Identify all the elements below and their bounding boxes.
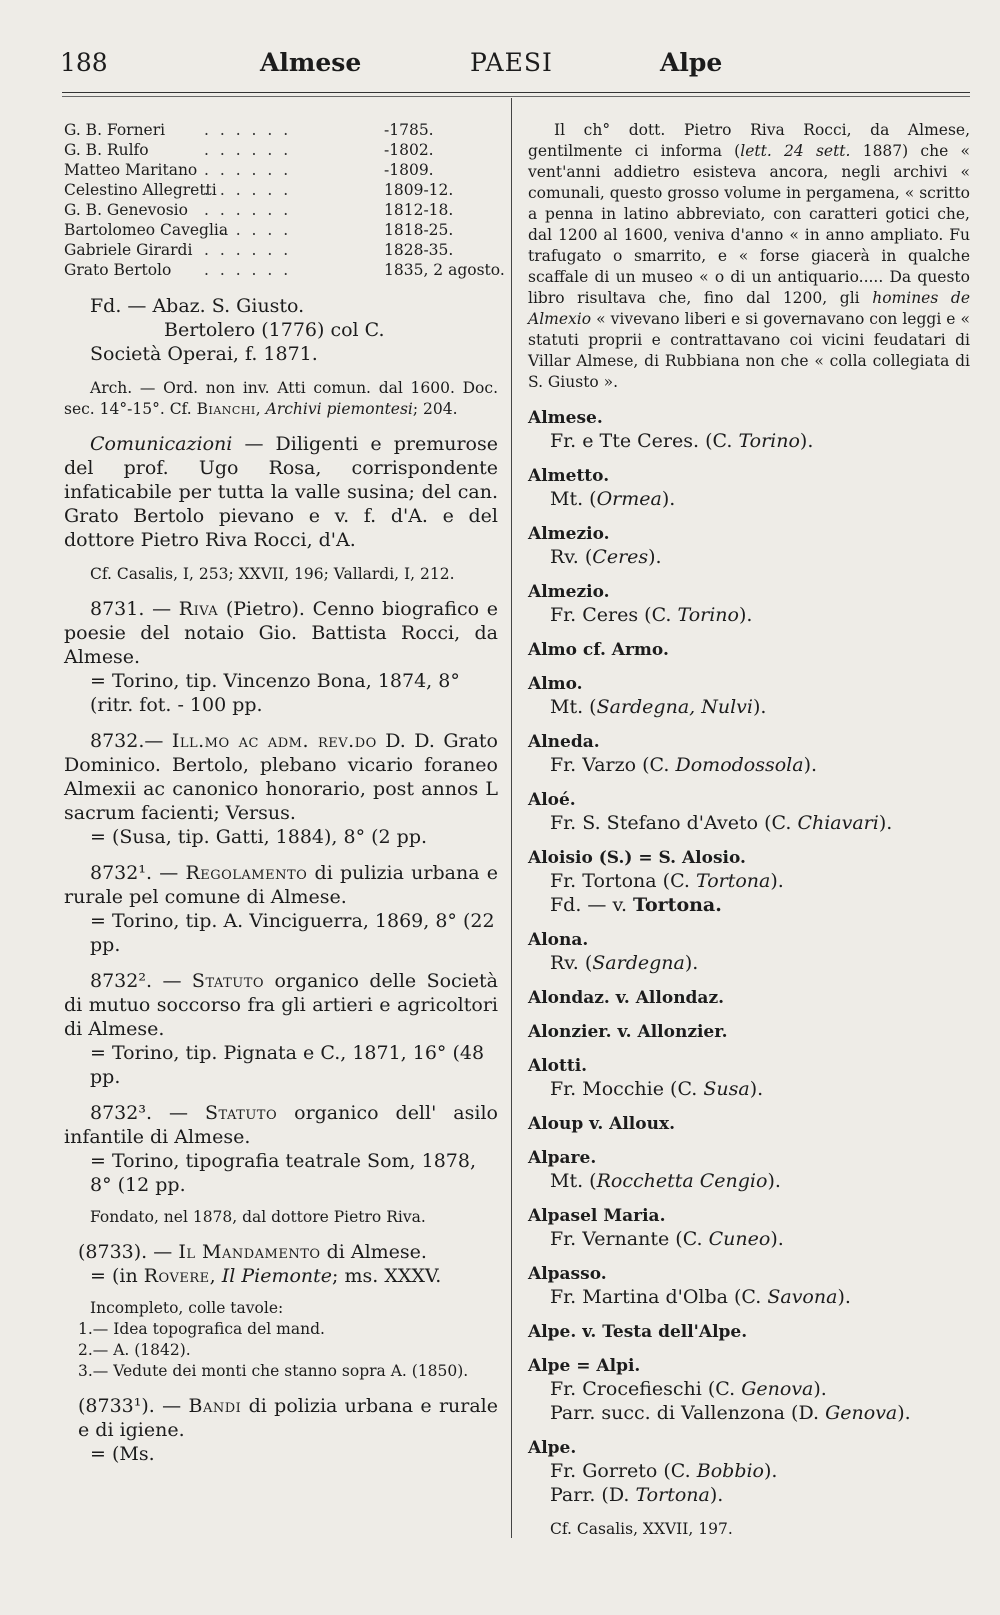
ruler-name: G. B. Genevosio (64, 201, 188, 219)
detail-ref: Tortona. (633, 894, 722, 916)
detail-text: Fr. Martina d'Olba (C. (550, 1286, 768, 1308)
detail-end: ). (878, 812, 893, 834)
right-column (528, 120, 970, 1540)
plates-list (64, 1319, 498, 1382)
detail-end: ). (803, 754, 818, 776)
place-detail (528, 893, 970, 917)
ruler-row (64, 120, 498, 140)
ruler-years: 1812-18. (384, 201, 454, 219)
entry-8733: (8733). — Il Mandamento di Almese. = (in Rovere, Il Piemonte; ms. XXXV. Incompleto, colle tavole: 1.— Idea topografica del mand. 2.— A. (1842). 3.— Vedute dei monti che stanno sopra A. (1850). (64, 1240, 498, 1382)
place-name: Alpe. (528, 1438, 577, 1458)
ruler-row (64, 180, 498, 200)
dot-leader: . . . . . . (204, 161, 292, 179)
detail-text: Fr. Ceres (C. (550, 604, 678, 626)
ruler-years: 1835, 2 agosto. (384, 261, 505, 279)
detail-end: ). (764, 1460, 778, 1482)
detail-place: Sardegna (592, 952, 685, 974)
entry-87322: 8732². — Statuto organico delle Società di mutuo soccorso fra gli artieri e agricoltori di Almese. = Torino, tip. Pignata e C., 1871, 16° (48 pp. (64, 970, 498, 1088)
detail-place: Tortona (635, 1484, 710, 1506)
gazetteer-entry (528, 581, 970, 627)
place-name: Alpasso. (528, 1264, 607, 1284)
right-running-head: Alpe (660, 48, 723, 77)
place-name: Alondaz. v. Allondaz. (528, 988, 725, 1008)
place-detail (528, 429, 970, 453)
gazetteer-entry (528, 1355, 970, 1425)
gazetteer-entry (528, 847, 970, 917)
left-running-head: Almese (260, 48, 362, 77)
detail-text: Rv. ( (550, 546, 593, 568)
fd-line: Fd. — Abaz. S. Giusto. (90, 295, 305, 317)
gazetteer-entry (528, 1147, 970, 1193)
gazetteer-entry (528, 673, 970, 719)
detail-place: Savona (767, 1286, 838, 1308)
place-name: Almezio. (528, 582, 610, 602)
place-name: Almo. (528, 674, 583, 694)
gazetteer-entry (528, 789, 970, 835)
place-detail (528, 1459, 970, 1483)
ruler-row (64, 260, 505, 280)
running-header (60, 48, 970, 88)
gazetteer-entry (528, 987, 970, 1009)
detail-end: ). (813, 1378, 827, 1400)
gazetteer-entry (528, 639, 970, 661)
detail-text: Fr. Mocchie (C. (550, 1078, 704, 1100)
place-name: Aloup v. Alloux. (528, 1114, 676, 1134)
detail-place: Ormea (596, 488, 662, 510)
place-detail (528, 487, 970, 511)
place-name: Alotti. (528, 1056, 588, 1076)
rulers-list (64, 120, 505, 280)
page-number: 188 (60, 48, 108, 77)
archive-note: Arch. — Ord. non inv. Atti comun. dal 1600. Doc. sec. 14°-15°. Cf. Bianchi, Archivi piemontesi; 204. (64, 379, 498, 418)
place-name: Alonzier. v. Allonzier. (528, 1022, 728, 1042)
detail-end: ). (749, 1078, 764, 1100)
detail-text: Fr. Gorreto (C. (550, 1460, 697, 1482)
place-detail (528, 1169, 970, 1193)
ruler-row (64, 160, 498, 180)
dot-leader: . . . . . . (204, 121, 292, 139)
detail-text: Fr. e Tte Ceres. (C. (550, 430, 739, 452)
ruler-row (64, 140, 498, 160)
place-detail (528, 603, 970, 627)
detail-text: Fr. Varzo (C. (550, 754, 676, 776)
fd-line: Bertolero (1776) col C. (164, 319, 385, 341)
detail-text: Fr. Tortona (C. (550, 870, 697, 892)
place-detail (528, 1377, 970, 1401)
place-name: Alona. (528, 930, 589, 950)
place-detail (528, 869, 970, 893)
gazetteer-entries (528, 407, 970, 1507)
gazetteer-entry (528, 1321, 970, 1343)
entry-87323: 8732³. — Statuto organico dell' asilo infantile di Almese. = Torino, tipografia teatrale Som, 1878, 8° (12 pp. Fondato, nel 1878, dal dottore Pietro Riva. (64, 1102, 498, 1226)
dot-leader: . . . . . . (204, 201, 292, 219)
entry-8732: 8732.— Ill.mo ac adm. rev.do D. D. Grato Dominico. Bertolo, plebano vicario foraneo Almexii ac canonico honorario, post annos L sacrum facienti; Versus. = (Susa, tip. Gatti, 1884), 8° (2 pp. (64, 730, 498, 848)
cf-reference: Cf. Casalis, XXVII, 197. (550, 1520, 733, 1538)
gazetteer-entry (528, 407, 970, 453)
place-detail (528, 1285, 970, 1309)
dot-leader: . . . . . . (204, 181, 292, 199)
detail-end: ). (752, 696, 767, 718)
dot-leader: . . . . . . (204, 141, 292, 159)
ruler-years: -1809. (384, 161, 434, 179)
place-detail (528, 1401, 970, 1425)
detail-end: ). (684, 952, 699, 974)
entry-87321: 8732¹. — Regolamento di pulizia urbana e rurale pel comune di Almese. = Torino, tip. A. Vinciguerra, 1869, 8° (22 pp. (64, 862, 498, 956)
detail-place: Rocchetta Cengio (596, 1170, 768, 1192)
detail-end: ). (799, 430, 814, 452)
detail-text: Mt. ( (550, 1170, 597, 1192)
detail-text: Fr. Vernante (C. (550, 1228, 709, 1250)
ruler-name: Bartolomeo Caveglia (64, 221, 229, 239)
detail-text: Mt. ( (550, 696, 597, 718)
detail-text: Parr. (D. (550, 1484, 636, 1506)
place-name: Almetto. (528, 466, 610, 486)
entry-87331: (8733¹). — Bandi di polizia urbana e rurale e di igiene. = (Ms. (78, 1395, 498, 1465)
archive-quote: Il ch° dott. Pietro Riva Rocci, da Almese, gentilmente ci informa (lett. 24 sett. 1887) che « vent'anni addietro esisteva ancora, negli archivi « comunali, questo grosso volume in pergamena, « scritto a penna in latino abbreviato, con caratteri gotici che, dal 1200 al 1600, veniva d'anno « in anno ampliato. Fu trafugato o smarrito, e « forse giacerà in qualche scaffale di un museo « o di un antiquario..... Da questo libro risultava che, fino dal 1200, gli homines de Almexio « vivevano liberi e si governavano con leggi e « statuti proprii e contrattavano coi vicini feudatari di Villar Almese, di Rubbiana non che « colla collegiata di S. Giusto ». (528, 121, 970, 391)
ruler-name: Celestino Allegretti (64, 181, 217, 199)
detail-text: Mt. ( (550, 488, 597, 510)
place-name: Aloé. (528, 790, 576, 810)
ruler-years: 1828-35. (384, 241, 454, 259)
plate-item: 3.— Vedute dei monti che stanno sopra A. (1850). (78, 1362, 469, 1380)
ruler-row (64, 200, 498, 220)
section-title: PAESI (470, 48, 553, 77)
ruler-row (64, 240, 498, 260)
dot-leader: . . . . . . (204, 221, 292, 239)
fd-line: Società Operai, f. 1871. (90, 343, 318, 365)
detail-end: ). (770, 870, 784, 892)
place-name: Alpasel Maria. (528, 1206, 666, 1226)
detail-place: Torino (677, 604, 739, 626)
detail-end: ). (770, 1228, 784, 1250)
gazetteer-entry (528, 523, 970, 569)
column-divider (511, 98, 512, 1538)
gazetteer-entry (528, 731, 970, 777)
detail-place: Cuneo (708, 1228, 771, 1250)
detail-place: Genova (741, 1378, 814, 1400)
detail-end: ). (767, 1170, 781, 1192)
gazetteer-entry (528, 1055, 970, 1101)
detail-text: Fd. — v. (550, 894, 634, 916)
ruler-name: G. B. Rulfo (64, 141, 149, 159)
detail-end: ). (739, 604, 753, 626)
ruler-years: -1802. (384, 141, 434, 159)
place-name: Aloisio (S.) = S. Alosio. (528, 848, 746, 868)
place-detail (528, 811, 970, 835)
place-name: Almezio. (528, 524, 610, 544)
dot-leader: . . . . . . (204, 241, 292, 259)
detail-end: ). (648, 546, 662, 568)
gazetteer-entry (528, 1113, 970, 1135)
cf-reference: Cf. Casalis, I, 253; XXVII, 196; Vallardi, I, 212. (90, 565, 455, 583)
detail-text: Fr. S. Stefano d'Aveto (C. (550, 812, 798, 834)
ruler-name: Gabriele Girardi (64, 241, 193, 259)
gazetteer-entry (528, 465, 970, 511)
foundations (64, 294, 498, 366)
ruler-name: Matteo Maritano (64, 161, 198, 179)
detail-text: Rv. ( (550, 952, 593, 974)
gazetteer-entry (528, 1437, 970, 1507)
gazetteer-entry (528, 1205, 970, 1251)
ruler-years: -1785. (384, 121, 434, 139)
ruler-name: Grato Bertolo (64, 261, 172, 279)
detail-end: ). (897, 1402, 911, 1424)
header-rule-thin (62, 96, 970, 97)
left-column (64, 120, 505, 1466)
place-detail (528, 695, 970, 719)
detail-text: Parr. succ. di Vallenzona (D. (550, 1402, 826, 1424)
detail-place: Sardegna, Nulvi (596, 696, 753, 718)
place-name: Almese. (528, 408, 603, 428)
place-detail (528, 545, 970, 569)
place-detail (528, 951, 970, 975)
detail-place: Ceres (592, 546, 649, 568)
detail-place: Bobbio (696, 1460, 764, 1482)
place-detail (528, 1227, 970, 1251)
place-name: Alpe = Alpi. (528, 1356, 641, 1376)
detail-place: Genova (825, 1402, 898, 1424)
ruler-years: 1818-25. (384, 221, 454, 239)
detail-place: Torino (738, 430, 800, 452)
place-detail (528, 1483, 970, 1507)
detail-place: Chiavari (797, 812, 879, 834)
place-name: Alpe. v. Testa dell'Alpe. (528, 1322, 748, 1342)
ruler-name: G. B. Forneri (64, 121, 166, 139)
plate-item: 2.— A. (1842). (78, 1341, 191, 1359)
gazetteer-entry (528, 1263, 970, 1309)
dot-leader: . . . . . . (204, 261, 292, 279)
detail-place: Domodossola (675, 754, 804, 776)
plate-item: 1.— Idea topografica del mand. (78, 1320, 325, 1338)
detail-end: ). (709, 1484, 724, 1506)
gazetteer-entry (528, 929, 970, 975)
place-name: Alpare. (528, 1148, 597, 1168)
detail-place: Susa (703, 1078, 750, 1100)
entry-8731: 8731. — Riva (Pietro). Cenno biografico e poesie del notaio Gio. Battista Rocci, da Almese. = Torino, tip. Vincenzo Bona, 1874, 8° (ritr. fot. - 100 pp. (64, 598, 498, 716)
ruler-years: 1809-12. (384, 181, 454, 199)
detail-end: ). (837, 1286, 851, 1308)
comunicazioni: Comunicazioni — Diligenti e premurose del prof. Ugo Rosa, corrispondente infaticabile per tutta la valle susina; del can. Grato Bertolo pievano e v. f. d'A. e del dottore Pietro Riva Rocci, d'A. (64, 433, 498, 551)
header-rule (62, 92, 970, 93)
detail-text: Fr. Crocefieschi (C. (550, 1378, 742, 1400)
detail-end: ). (661, 488, 676, 510)
gazetteer-entry (528, 1021, 970, 1043)
place-name: Alneda. (528, 732, 600, 752)
detail-place: Tortona (696, 870, 771, 892)
ruler-row (64, 220, 498, 240)
place-detail (528, 1077, 970, 1101)
place-detail (528, 753, 970, 777)
place-name: Almo cf. Armo. (528, 640, 669, 660)
